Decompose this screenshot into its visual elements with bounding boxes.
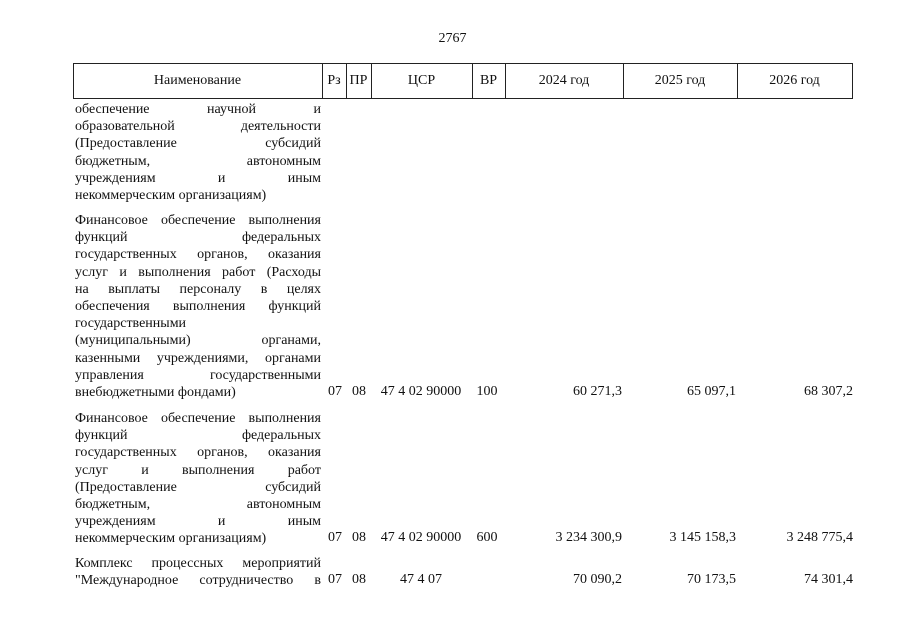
row-name [75,212,321,401]
cell-2026: 3 248 775,4 [786,530,853,545]
row-name-line: Финансовое обеспечение выполнения [75,411,321,426]
row-name-line: Комплекс процессных мероприятий [75,556,321,571]
row-name [75,410,321,548]
cell-2025: 70 173,5 [687,572,736,587]
table-header [73,63,853,99]
row-name-line: бюджетным, автономным [75,497,321,513]
row-name-line: государственных органов, оказания [75,445,321,461]
table-row [0,555,905,595]
row-name-line: некоммерческим организациям) [75,188,267,204]
row-name-line: управления государственными [75,367,321,383]
row-name-line: Финансовое обеспечение выполнения [75,213,321,228]
row-name-line: (Предоставление субсидий [75,136,321,152]
row-name-line: обеспечения выполнения функций [75,299,321,315]
cell-pr: 08 [352,530,366,545]
row-name-line: казенными учреждениями, органами [75,350,321,366]
row-name-line: внебюджетными фондами) [75,385,236,401]
cell-rz: 07 [328,530,342,545]
row-name-line: функций федеральных [75,428,321,444]
cell-pr: 08 [352,384,366,399]
row-name-line: учреждениям и иным [75,170,321,186]
row-name-line: на выплаты персоналу в целях [75,281,321,297]
cell-csr: 47 4 02 90000 [380,384,462,399]
cell-csr: 47 4 07 [400,572,442,587]
cell-vr: 100 [476,384,498,399]
row-name-line: (муниципальными) органами, [75,333,321,349]
cell-2026: 74 301,4 [804,572,853,587]
row-name-line: (Предоставление субсидий [75,479,321,495]
header-top-border [73,63,853,64]
header-rz: Рз [327,73,341,88]
row-name [75,101,321,204]
cell-2025: 3 145 158,3 [669,530,736,545]
header-pr: ПР [349,73,368,88]
row-name-line: учреждениям и иным [75,514,321,530]
table-row [0,212,905,402]
table-row [0,101,905,205]
cell-vr: 600 [476,530,498,545]
header-divider [852,63,853,99]
row-name-line: государственных органов, оказания [75,247,321,263]
header-2026: 2026 год [769,73,820,88]
row-name-line: образовательной деятельности [75,119,321,135]
cell-2024: 70 090,2 [573,572,622,587]
row-name-line: некоммерческим организациям) [75,531,267,547]
header-vr: ВР [479,73,498,88]
table-row [0,410,905,550]
cell-rz: 07 [328,572,342,587]
cell-pr: 08 [352,572,366,587]
row-name-line: функций федеральных [75,230,321,246]
cell-2024: 3 234 300,9 [555,530,622,545]
header-bottom-border [73,98,853,99]
row-name-line: услуг и выполнения работ [75,462,321,478]
row-name-line: услуг и выполнения работ (Расходы [75,264,321,280]
header-2025: 2025 год [654,73,706,88]
cell-rz: 07 [328,384,342,399]
cell-csr: 47 4 02 90000 [380,530,462,545]
cell-2024: 60 271,3 [573,384,622,399]
row-name [75,555,321,589]
header-2024: 2024 год [538,73,590,88]
row-name-line: бюджетным, автономным [75,153,321,169]
page-number: 2767 [438,31,467,46]
cell-2026: 68 307,2 [804,384,853,399]
cell-2025: 65 097,1 [687,384,736,399]
row-name-line: обеспечение научной и [75,102,321,117]
header-name: Наименование [153,73,242,88]
header-csr: ЦСР [407,73,436,88]
row-name-line: "Международное сотрудничество в [75,573,321,589]
row-name-line: государственными [75,316,187,332]
